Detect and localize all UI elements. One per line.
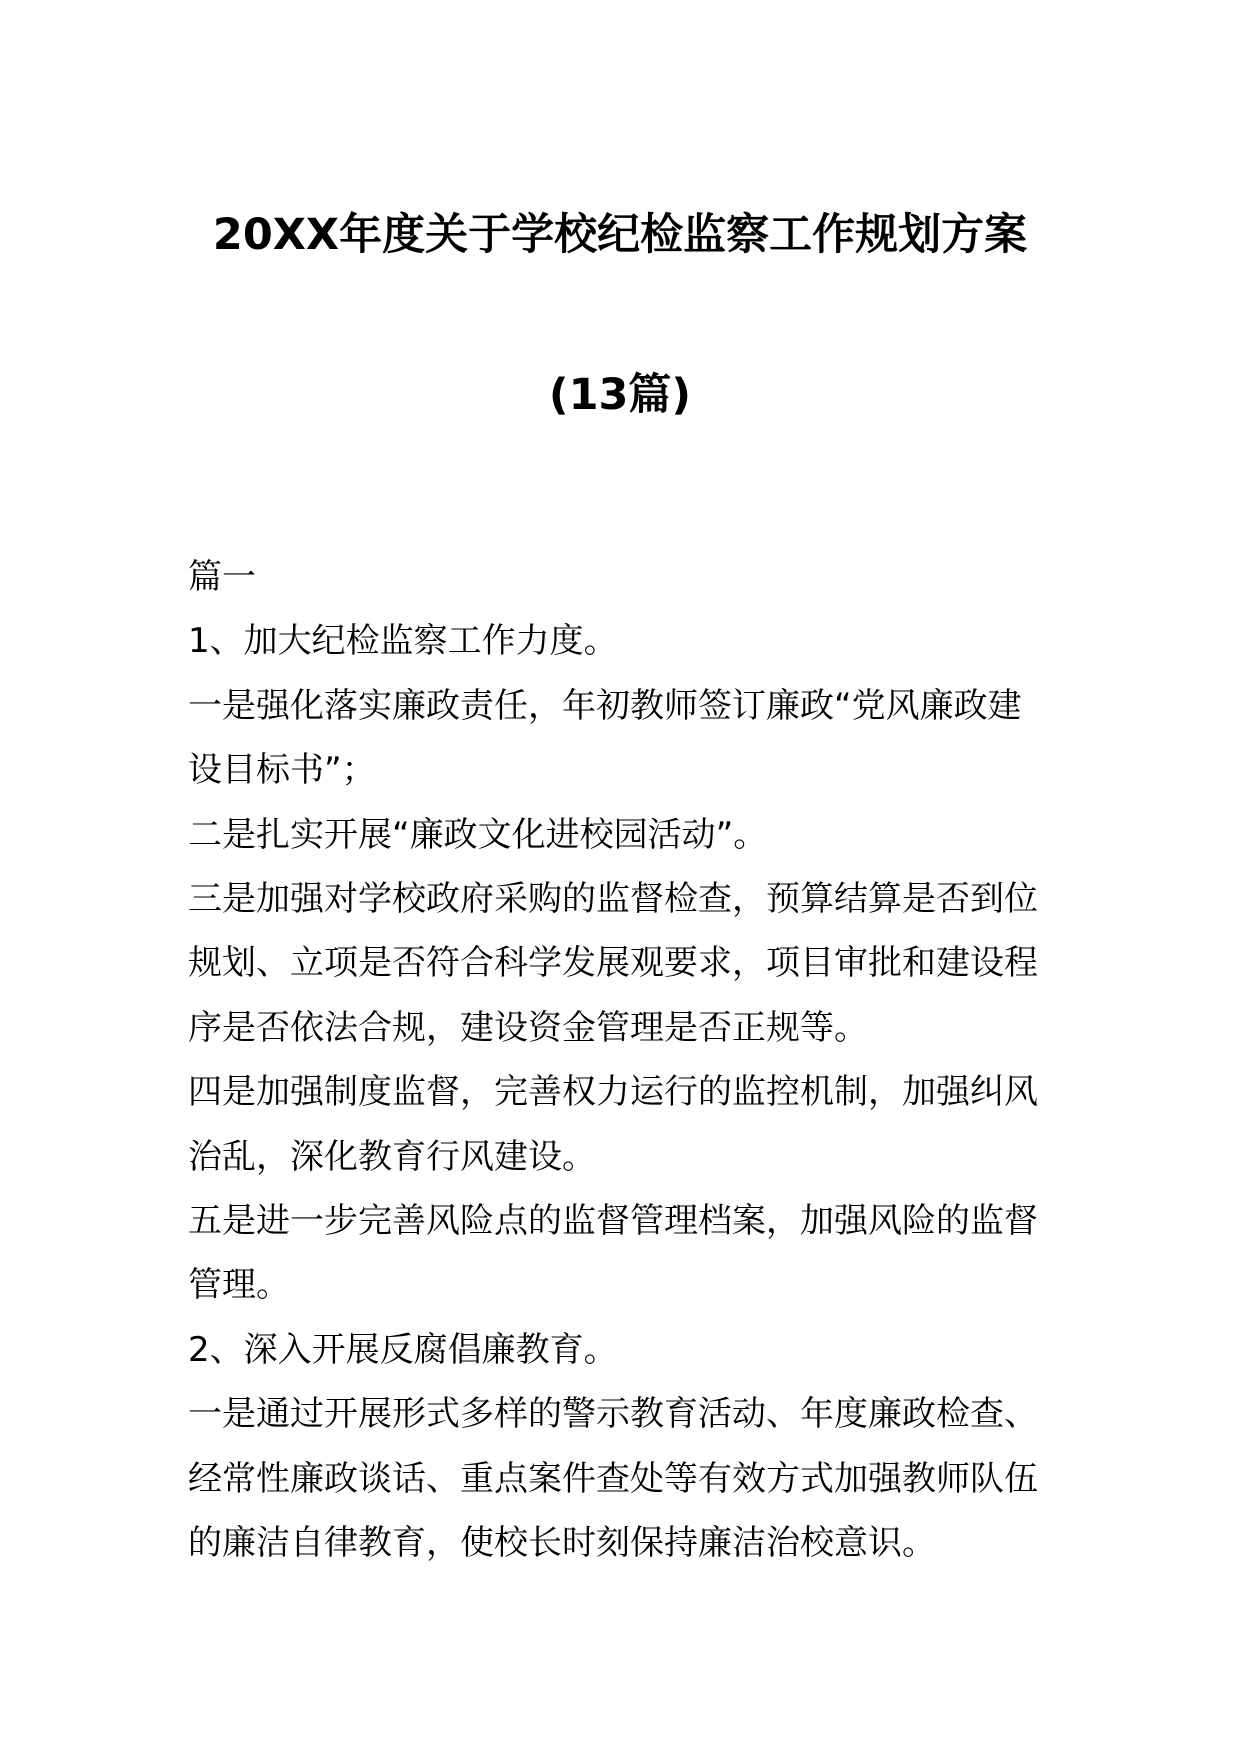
section-heading: 篇一: [188, 557, 256, 597]
paragraph-line: 二是扎实开展“廉政文化进校园活动”。: [188, 814, 768, 855]
paragraph-line: 经常性廉政谈话、重点案件查处等有效方式加强教师队伍: [188, 1458, 1038, 1499]
document-body: [188, 545, 1068, 1576]
paragraph-line: 序是否依法合规，建设资金管理是否正规等。: [188, 1007, 868, 1048]
paragraph-line: 三是加强对学校政府采购的监督检查，预算结算是否到位: [188, 879, 1038, 920]
paragraph-line: 设目标书”；: [188, 750, 376, 791]
paragraph-line: 一是通过开展形式多样的警示教育活动、年度廉政检查、: [188, 1394, 1038, 1435]
item-heading: 2、深入开展反腐倡廉教育。: [188, 1329, 618, 1370]
paragraph-line: 治乱，深化教育行风建设。: [188, 1136, 596, 1177]
paragraph-line: 规划、立项是否符合科学发展观要求，项目审批和建设程: [188, 943, 1038, 984]
paragraph-line: 的廉洁自律教育，使校长时刻保持廉洁治校意识。: [188, 1523, 936, 1564]
paragraph-line: 一是强化落实廉政责任，年初教师签订廉政“党风廉政建: [188, 685, 1022, 726]
paragraph-line: 五是进一步完善风险点的监督管理档案，加强风险的监督: [188, 1201, 1038, 1242]
paragraph-line: 四是加强制度监督，完善权力运行的监控机制，加强纠风: [188, 1072, 1038, 1113]
document-subtitle: (13篇): [548, 370, 692, 420]
item-heading: 1、加大纪检监察工作力度。: [188, 621, 618, 662]
paragraph-line: 管理。: [188, 1265, 290, 1306]
document-title: 20XX年度关于学校纪检监察工作规划方案: [212, 210, 1028, 260]
